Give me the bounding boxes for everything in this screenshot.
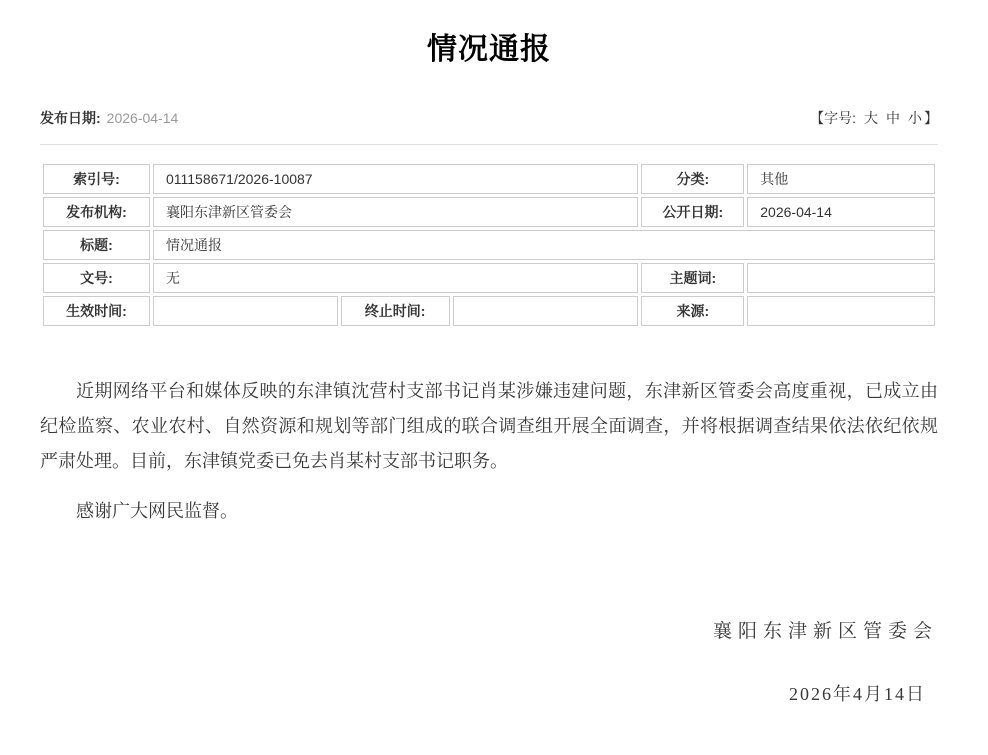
page-content xyxy=(0,30,988,712)
keywords-label: 主题词: xyxy=(641,263,744,293)
keywords-value xyxy=(747,263,935,293)
metadata-table xyxy=(40,161,938,329)
meta-bar xyxy=(40,108,938,128)
doc-no-label: 文号: xyxy=(43,263,150,293)
publish-date-label: 发布日期: xyxy=(40,110,101,126)
index-label: 索引号: xyxy=(43,164,150,194)
font-size-prefix: 【字号: xyxy=(810,110,856,126)
body-paragraph-2: 感谢广大网民监督。 xyxy=(76,501,238,521)
publish-date xyxy=(40,108,178,128)
font-size-large-button[interactable]: 大 xyxy=(864,110,878,126)
open-date-value: 2026-04-14 xyxy=(747,197,935,227)
source-label: 来源: xyxy=(641,296,744,326)
table-row-docno xyxy=(43,263,935,293)
font-size-suffix: 】 xyxy=(924,110,938,126)
signature-date: 2026年4月14日 xyxy=(789,684,926,704)
title-value: 情况通报 xyxy=(153,230,935,260)
doc-no-value: 无 xyxy=(153,263,638,293)
body-paragraph-1: 近期网络平台和媒体反映的东津镇沈营村支部书记肖某涉嫌违建问题，东津新区管委会高度重视，已成立由纪检监察、农业农村、自然资源和规划等部门组成的联合调查组开展全面调查，并将根据调查结果依法依纪依规严肃处理。目前，东津镇党委已免去肖某村支部书记职务。 xyxy=(40,381,938,471)
end-time-label: 终止时间: xyxy=(341,296,450,326)
effective-time-value xyxy=(153,296,338,326)
open-date-label: 公开日期: xyxy=(641,197,744,227)
font-size-medium-button[interactable]: 中 xyxy=(886,110,900,126)
category-value: 其他 xyxy=(747,164,935,194)
end-time-value xyxy=(453,296,639,326)
font-size-small-button[interactable]: 小 xyxy=(908,110,922,126)
agency-value: 襄阳东津新区管委会 xyxy=(153,197,638,227)
header-divider xyxy=(40,144,938,145)
table-row-title xyxy=(43,230,935,260)
publish-date-value: 2026-04-14 xyxy=(106,110,179,126)
title-label: 标题: xyxy=(43,230,150,260)
source-value xyxy=(747,296,935,326)
table-row-agency xyxy=(43,197,935,227)
notice-page xyxy=(0,30,988,755)
font-size-widget xyxy=(810,108,938,128)
index-value: 011158671/2026-10087 xyxy=(153,164,638,194)
page-title: 情况通报 xyxy=(427,33,551,66)
table-row-index xyxy=(43,164,935,194)
effective-time-label: 生效时间: xyxy=(43,296,150,326)
agency-label: 发布机构: xyxy=(43,197,150,227)
category-label: 分类: xyxy=(641,164,744,194)
signature-agency: 襄阳东津新区管委会 xyxy=(712,621,938,642)
table-row-times xyxy=(43,296,935,326)
notice-body xyxy=(40,374,938,712)
